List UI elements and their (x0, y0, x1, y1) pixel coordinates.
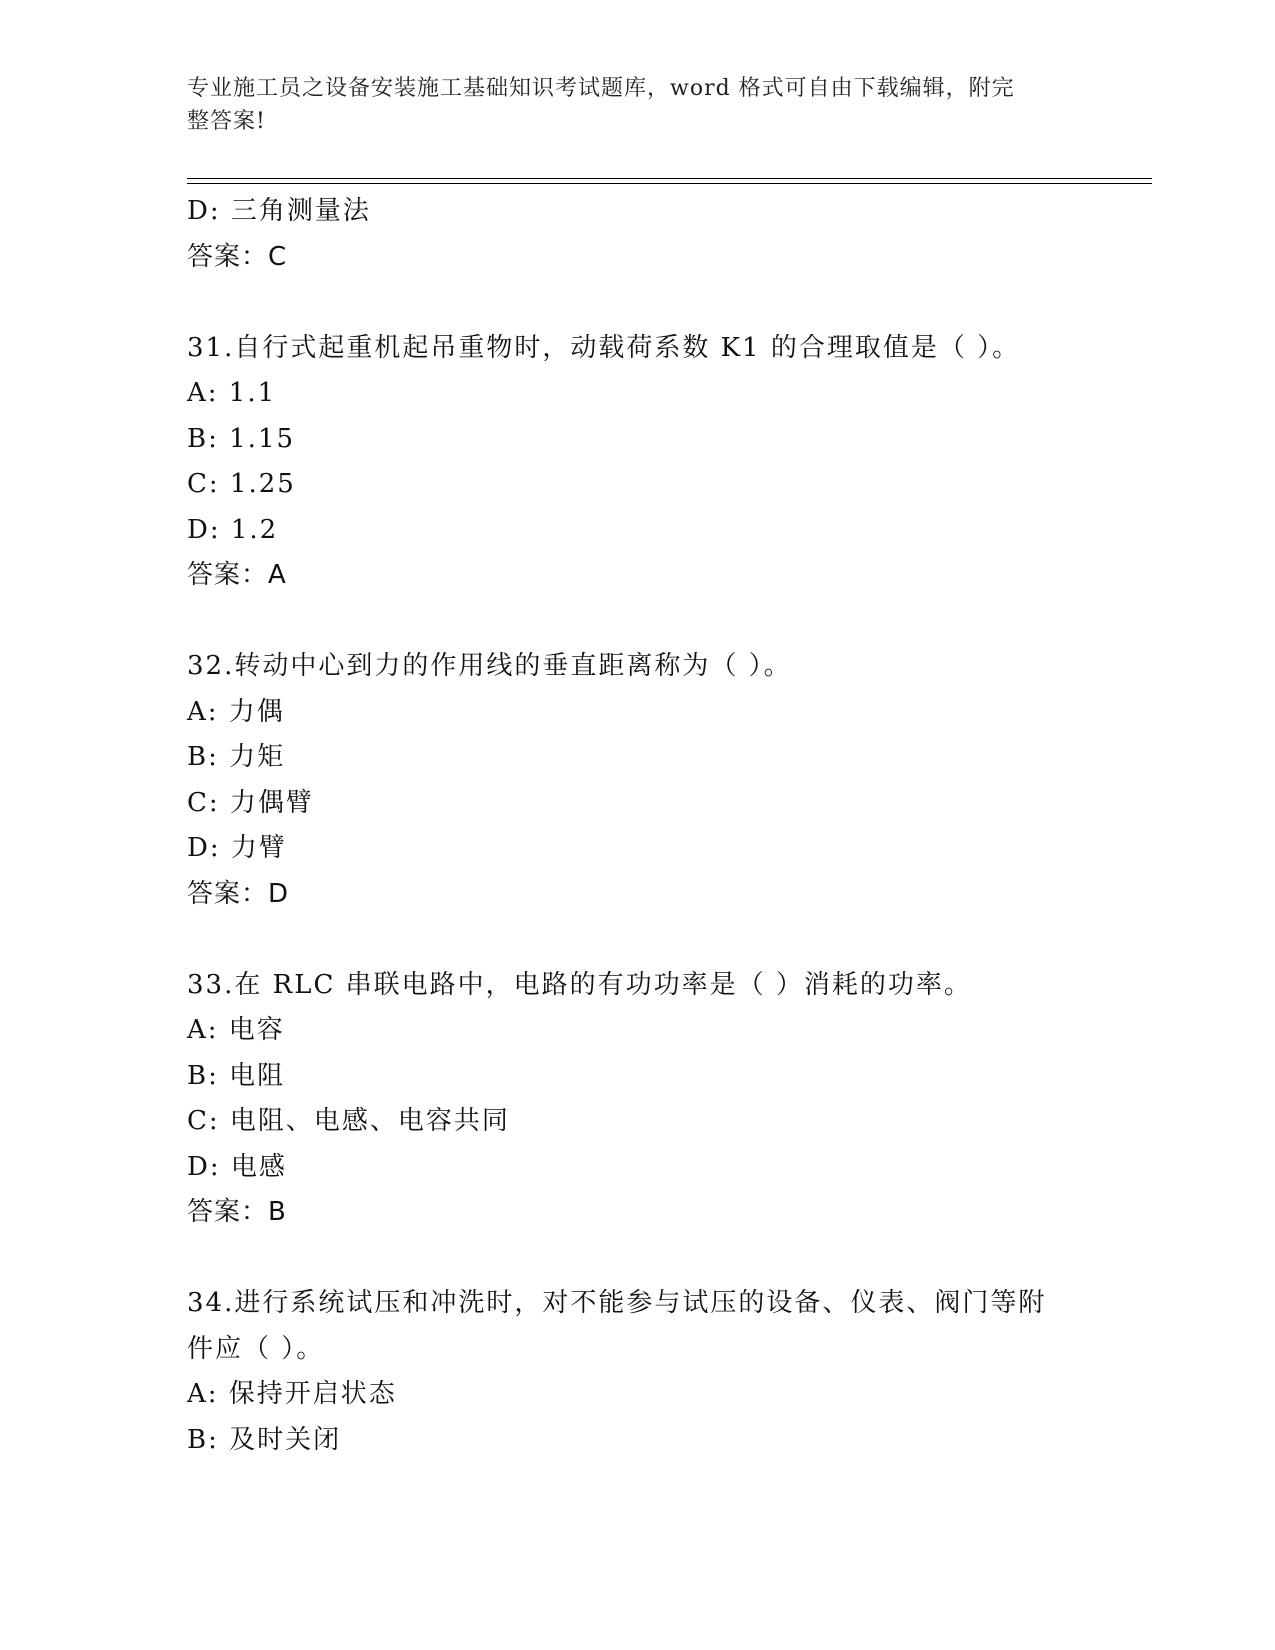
header-line-2: 整答案! (187, 109, 266, 134)
question-stem-line-2: 件应（ ）。 (187, 1333, 325, 1364)
option-c: C: 电阻、电感、电容共同 (187, 1106, 510, 1136)
spacer (187, 917, 1087, 963)
option-a: A: 1.1 (187, 378, 277, 408)
spacer (187, 280, 1087, 326)
option-d: D: 力臂 (187, 833, 287, 863)
option-c: C: 1.25 (187, 469, 296, 499)
prev-question-option-d: D: 三角测量法 (187, 196, 371, 226)
option-a: A: 保持开启状态 (187, 1379, 397, 1409)
answer: 答案：A (187, 560, 287, 590)
question-33 (187, 963, 1087, 1236)
question-stem: 32.转动中心到力的作用线的垂直距离称为（ ）。 (187, 651, 792, 681)
prev-question-answer: 答案：C (187, 241, 288, 272)
question-list (187, 189, 1087, 1463)
question-stem-line-1: 34.进行系统试压和冲洗时，对不能参与试压的设备、仪表、阀门等附 (187, 1288, 1047, 1318)
header-divider-top (187, 178, 1152, 179)
option-b: B: 电阻 (187, 1060, 286, 1091)
question-31 (187, 326, 1087, 599)
question-32 (187, 644, 1087, 917)
option-d: D: 1.2 (187, 514, 279, 545)
answer: 答案：B (187, 1197, 287, 1227)
spacer (187, 599, 1087, 645)
question-34 (187, 1281, 1087, 1463)
option-b: B: 力矩 (187, 742, 286, 772)
answer: 答案：D (187, 878, 290, 909)
option-b: B: 及时关闭 (187, 1424, 342, 1455)
header-line-1: 专业施工员之设备安装施工基础知识考试题库，word 格式可自由下载编辑，附完 (187, 76, 1015, 101)
header-divider-bottom (187, 183, 1152, 184)
option-a: A: 电容 (187, 1015, 285, 1045)
option-c: C: 力偶臂 (187, 787, 314, 818)
option-d: D: 电感 (187, 1151, 287, 1182)
option-a: A: 力偶 (187, 696, 285, 727)
spacer (187, 1236, 1087, 1282)
document-header (187, 72, 1087, 138)
question-stem: 31.自行式起重机起吊重物时，动载荷系数 K1 的合理取值是（ ）。 (187, 332, 1021, 363)
option-b: B: 1.15 (187, 423, 296, 454)
question-stem: 33.在 RLC 串联电路中，电路的有功功率是（ ）消耗的功率。 (187, 969, 972, 1000)
